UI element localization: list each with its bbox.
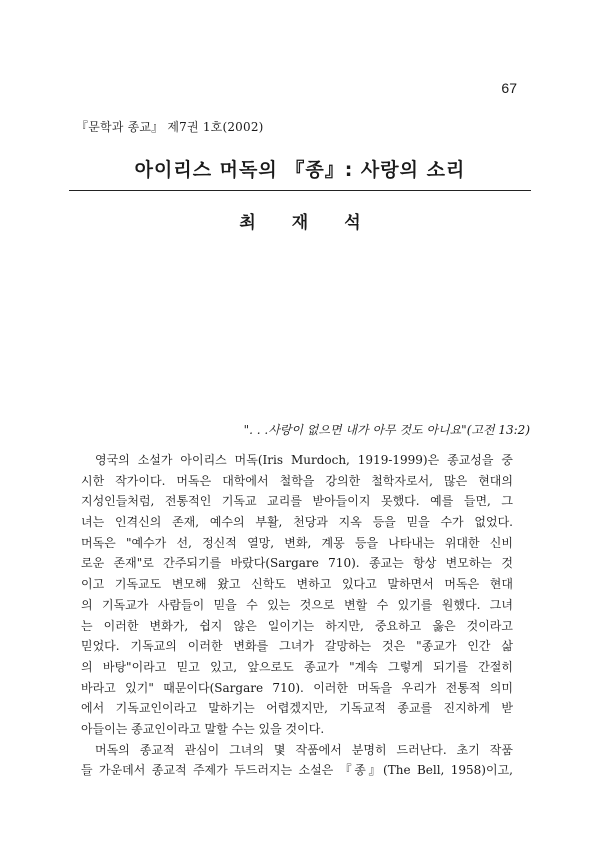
body-line: 로운 존재"로 간주되기를 바랐다(Sargare 710). 종교는 항상 변모하는 것 xyxy=(81,556,513,571)
body-line: 바라고 있기" 때문이다(Sargare 710). 이러한 머독을 우리가 전통적 의미 xyxy=(81,680,513,695)
body-line: 시한 작가이다. 머독은 대학에서 철학을 강의한 철학자로서, 많은 현대의 xyxy=(81,473,513,488)
body-line: 는 이러한 변화가, 쉽지 않은 일이기는 하지만, 중요하고 옳은 것이라고 xyxy=(81,618,513,633)
body-line: 에서 기독교인이라고 말하기는 어렵겠지만, 기독교적 종교를 진지하게 받 xyxy=(81,701,513,716)
body-line: 녀는 인격신의 존재, 예수의 부활, 천당과 지옥 등을 믿을 수가 없었다. xyxy=(81,515,513,530)
journal-citation: 『문학과 종교』 제7권 1호(2002) xyxy=(76,120,264,134)
article-title: 아이리스 머독의 『종』: 사랑의 소리 xyxy=(134,159,466,181)
page-number: 67 xyxy=(501,80,517,96)
body-line: 영국의 소설가 아이리스 머독(Iris Murdoch, 1919-1999)은 종교성을 중 xyxy=(95,453,513,467)
body-line: 이고 기독교도 변모해 왔고 신학도 변하고 있다고 말하면서 머독은 현대 xyxy=(81,577,513,592)
body-line: 머독은 "예수가 선, 정신적 열망, 변화, 계몽 등을 나타내는 위대한 신비 xyxy=(81,535,513,550)
body-line: 지성인들처럼, 전통적인 기독교 교리를 받아들이지 못했다. 예를 들면, 그 xyxy=(81,494,513,509)
body-line: 의 바탕"이라고 믿고 있고, 앞으로도 종교가 "계속 그렇게 되기를 간절히 xyxy=(81,659,513,674)
body-line: 들 가운데서 종교적 주제가 두드러지는 소설은 『종』(The Bell, 1958)이고, xyxy=(81,763,513,778)
body-line: 아들이는 종교인이라고 말할 수는 있을 것이다. xyxy=(81,721,325,736)
body-line: 의 기독교가 사람들이 믿을 수 있는 것으로 변할 수 있기를 원했다. 그녀 xyxy=(81,597,513,612)
body-line: 믿었다. 기독교의 이러한 변화를 그녀가 갈망하는 것은 "종교가 인간 삶 xyxy=(81,639,513,654)
title-divider xyxy=(69,190,531,191)
author-name: 최재석 xyxy=(239,213,397,233)
body-line: 머독의 종교적 관심이 그녀의 몇 작품에서 분명히 드러난다. 초기 작품 xyxy=(95,742,513,757)
body-text xyxy=(81,450,513,781)
epigraph-quote: ". . .사랑이 없으면 내가 아무 것도 아니요"(고전 13:2) xyxy=(243,423,530,437)
